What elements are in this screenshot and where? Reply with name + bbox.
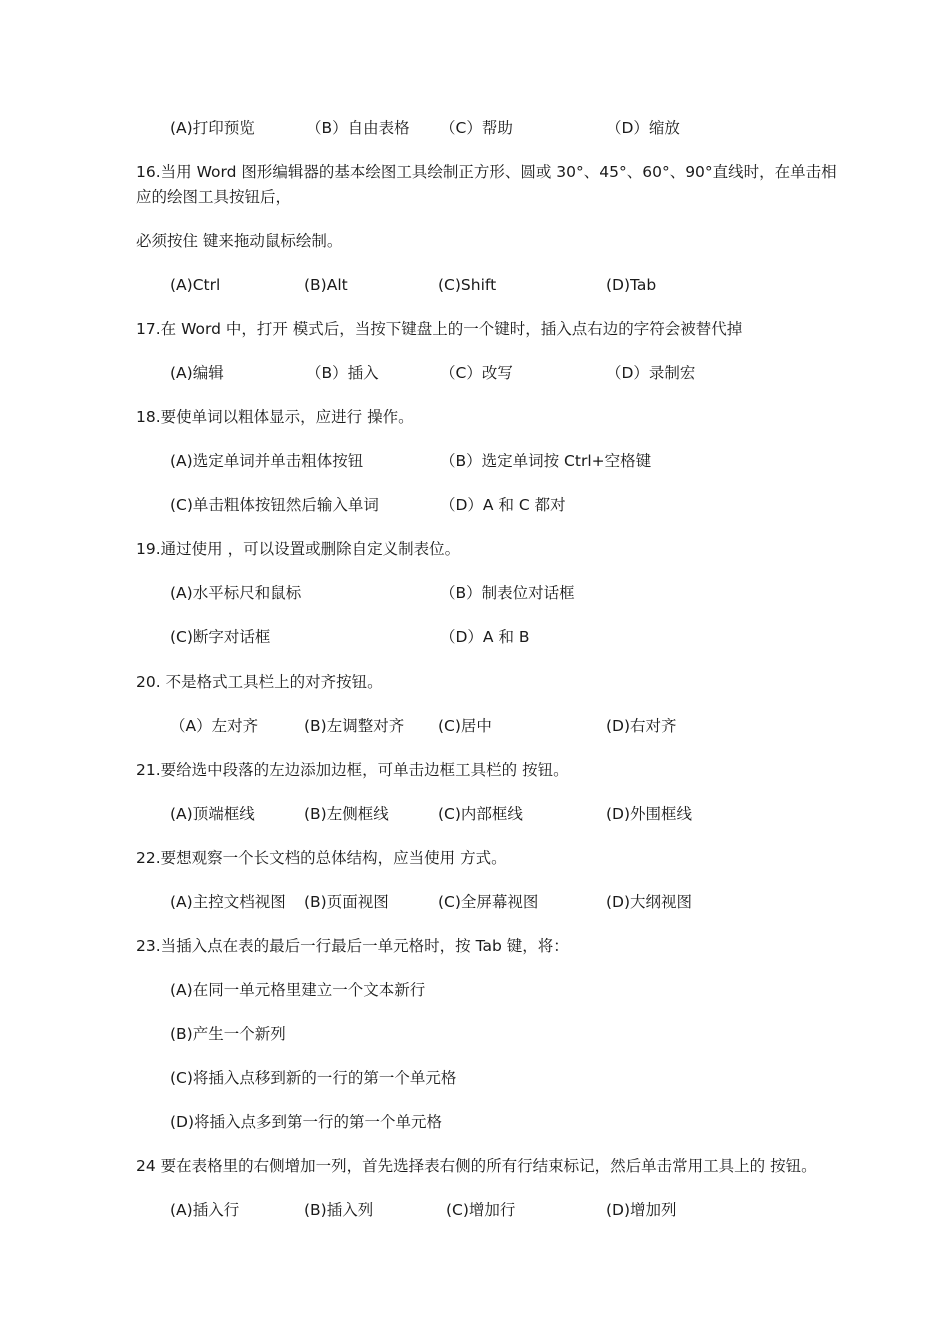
q15-option-c: （C）帮助: [440, 119, 513, 137]
q16-option-a: (A)Ctrl: [170, 276, 221, 294]
q17-option-d: （D）录制宏: [606, 364, 696, 382]
q19-option-c: (C)断字对话框: [170, 628, 271, 646]
q16-option-d: (D)Tab: [606, 276, 657, 294]
q21-stem: 21.要给选中段落的左边添加边框，可单击边框工具栏的 按钮。: [136, 761, 569, 779]
q17-option-b: （B）插入: [306, 364, 379, 382]
q22-option-a: (A)主控文档视图: [170, 893, 286, 911]
q18-option-c: (C)单击粗体按钮然后输入单词: [170, 496, 379, 514]
q18-stem: 18.要使单词以粗体显示，应进行 操作。: [136, 408, 414, 426]
q18-option-a: (A)选定单词并单击粗体按钮: [170, 452, 364, 470]
q21-option-d: (D)外围框线: [606, 805, 693, 823]
q20-option-b: (B)左调整对齐: [304, 717, 405, 735]
q16-option-c: (C)Shift: [438, 276, 497, 294]
q15-option-b: （B）自由表格: [306, 119, 410, 137]
q19-option-b: （B）制表位对话框: [440, 584, 575, 602]
q15-option-a: (A)打印预览: [170, 119, 255, 137]
q22-option-d: (D)大纲视图: [606, 893, 693, 911]
q19-stem: 19.通过使用 ，可以设置或删除自定义制表位。: [136, 540, 461, 558]
q24-option-b: (B)插入列: [304, 1201, 374, 1219]
q20-option-a: （A）左对齐: [170, 717, 259, 735]
q22-option-b: (B)页面视图: [304, 893, 389, 911]
q21-option-b: (B)左侧框线: [304, 805, 389, 823]
q21-option-a: (A)顶端框线: [170, 805, 255, 823]
q23-stem: 23.当插入点在表的最后一行最后一单元格时，按 Tab 键，将：: [136, 937, 569, 955]
q22-option-c: (C)全屏幕视图: [438, 893, 539, 911]
q24-option-c: (C)增加行: [446, 1201, 516, 1219]
q21-option-c: (C)内部框线: [438, 805, 523, 823]
q20-option-c: (C)居中: [438, 717, 492, 735]
q17-option-c: （C）改写: [440, 364, 513, 382]
q23-option-a: (A)在同一单元格里建立一个文本新行: [170, 981, 426, 999]
q18-option-d: （D）A 和 C 都对: [440, 496, 566, 514]
q24-option-d: (D)增加列: [606, 1201, 677, 1219]
q19-option-d: （D）A 和 B: [440, 628, 530, 646]
q16-option-b: (B)Alt: [304, 276, 348, 294]
q23-option-d: (D)将插入点多到第一行的第一个单元格: [170, 1113, 443, 1131]
q20-option-d: (D)右对齐: [606, 717, 677, 735]
q23-option-b: (B)产生一个新列: [170, 1025, 286, 1043]
q22-stem: 22.要想观察一个长文档的总体结构，应当使用 方式。: [136, 849, 507, 867]
q24-option-a: (A)插入行: [170, 1201, 240, 1219]
q23-option-c: (C)将插入点移到新的一行的第一个单元格: [170, 1069, 457, 1087]
q17-option-a: (A)编辑: [170, 364, 224, 382]
q16-stem-line3: 必须按住 键来拖动鼠标绘制。: [136, 232, 343, 250]
q24-stem: 24 要在表格里的右侧增加一列，首先选择表右侧的所有行结束标记，然后单击常用工具上的 按钮。: [136, 1157, 817, 1175]
q16-stem-line2: 应的绘图工具按钮后，: [136, 188, 292, 206]
q18-option-b: （B）选定单词按 Ctrl+空格键: [440, 452, 652, 470]
q16-stem-line1: 16.当用 Word 图形编辑器的基本绘图工具绘制正方形、圆或 30°、45°、60°、90°直线时，在单击相: [136, 163, 837, 181]
q15-option-d: （D）缩放: [606, 119, 680, 137]
q19-option-a: (A)水平标尺和鼠标: [170, 584, 302, 602]
q20-stem: 20. 不是格式工具栏上的对齐按钮。: [136, 673, 383, 691]
q17-stem: 17.在 Word 中，打开 模式后，当按下键盘上的一个键时，插入点右边的字符会被替代掉: [136, 320, 743, 338]
